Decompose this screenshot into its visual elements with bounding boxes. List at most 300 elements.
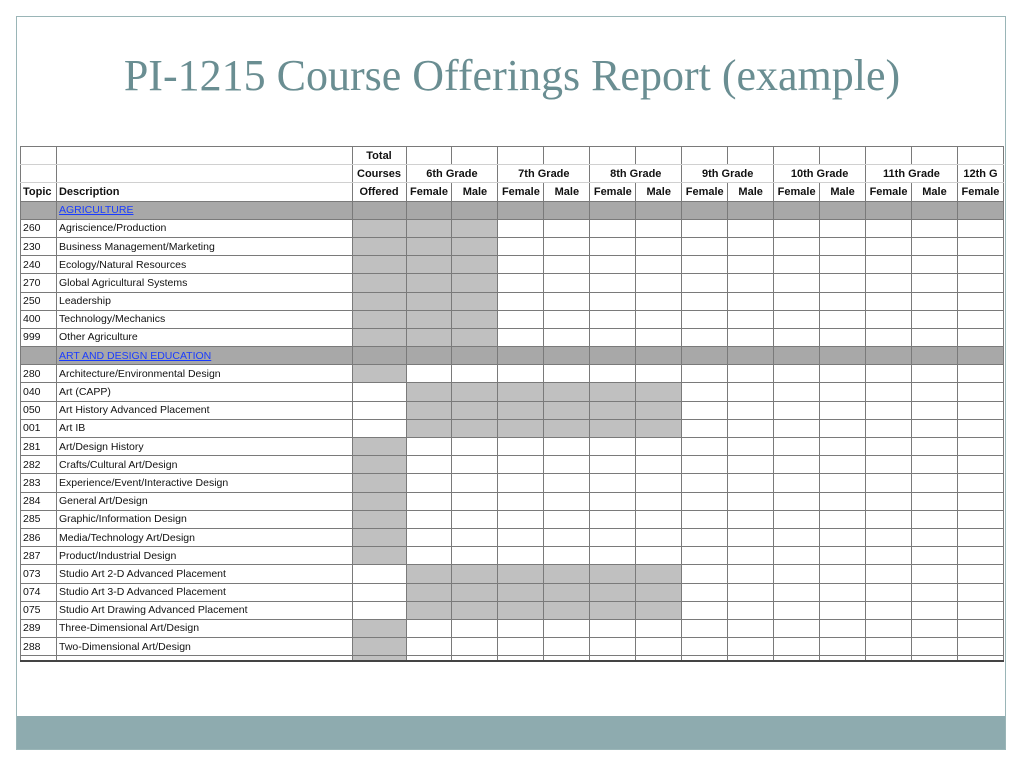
grade-count-cell: [820, 601, 866, 619]
grade-count-cell: [728, 565, 774, 583]
grade-count-cell: [590, 383, 636, 401]
grade-count-cell: [636, 347, 682, 365]
course-offerings-table: [20, 146, 1004, 662]
grade-count-cell: [590, 601, 636, 619]
grade-count-cell: [728, 401, 774, 419]
grade-count-cell: [406, 619, 452, 637]
grade-count-cell: [590, 365, 636, 383]
grade-count-cell: [636, 219, 682, 237]
grade-count-cell: [912, 256, 958, 274]
topic-code-cell: [21, 201, 57, 219]
male-header: Male: [544, 183, 590, 201]
grade-count-cell: [820, 528, 866, 546]
topic-code-cell: 260: [21, 219, 57, 237]
header-row-grades: [21, 165, 1004, 183]
grade-count-cell: [774, 583, 820, 601]
description-cell: Art/Design History: [56, 438, 352, 456]
offered-cell: [352, 510, 406, 528]
description-cell: Leadership: [56, 292, 352, 310]
grade-count-cell: [590, 292, 636, 310]
grade-count-cell: [957, 419, 1003, 437]
grade-count-cell: [406, 510, 452, 528]
header-row-columns: [21, 183, 1004, 201]
grade-count-cell: [912, 292, 958, 310]
grade-count-cell: [957, 619, 1003, 637]
grade-count-cell: [498, 565, 544, 583]
grade-count-cell: [590, 583, 636, 601]
grade-11-header: 11th Grade: [866, 165, 958, 183]
description-cell: Media/Technology Art/Design: [56, 528, 352, 546]
grade-count-cell: [452, 310, 498, 328]
grade-count-cell: [636, 419, 682, 437]
grade-count-cell: [590, 456, 636, 474]
offered-cell: [352, 347, 406, 365]
grade-count-cell: [866, 292, 912, 310]
table-row: [21, 547, 1004, 565]
grade-count-cell: [774, 456, 820, 474]
grade-count-cell: [912, 619, 958, 637]
grade-count-cell: [590, 328, 636, 346]
description-cell: Architecture/Environmental Design: [56, 365, 352, 383]
grade-count-cell: [820, 638, 866, 656]
grade-count-cell: [636, 565, 682, 583]
grade-count-cell: [544, 510, 590, 528]
grade-count-cell: [544, 274, 590, 292]
grade-count-cell: [820, 365, 866, 383]
table-bottom-edge: [21, 656, 1004, 662]
grade-count-cell: [957, 237, 1003, 255]
grade-count-cell: [728, 383, 774, 401]
grade-count-cell: [866, 547, 912, 565]
table-row: [21, 401, 1004, 419]
grade-10-header: 10th Grade: [774, 165, 866, 183]
offered-cell: [352, 528, 406, 546]
description-cell: Graphic/Information Design: [56, 510, 352, 528]
grade-count-cell: [544, 201, 590, 219]
female-header: Female: [774, 183, 820, 201]
grade-count-cell: [957, 365, 1003, 383]
grade-count-cell: [728, 292, 774, 310]
grade-count-cell: [452, 347, 498, 365]
description-cell: Business Management/Marketing: [56, 237, 352, 255]
description-cell: Three-Dimensional Art/Design: [56, 619, 352, 637]
offered-cell: [352, 219, 406, 237]
topic-code-cell: 280: [21, 365, 57, 383]
grade-count-cell: [774, 237, 820, 255]
grade-count-cell: [452, 438, 498, 456]
female-header: Female: [866, 183, 912, 201]
grade-count-cell: [590, 237, 636, 255]
grade-count-cell: [406, 638, 452, 656]
table-row: [21, 256, 1004, 274]
grade-count-cell: [682, 310, 728, 328]
grade-count-cell: [774, 219, 820, 237]
grade-count-cell: [590, 347, 636, 365]
grade-count-cell: [406, 565, 452, 583]
grade-count-cell: [682, 237, 728, 255]
grade-count-cell: [728, 219, 774, 237]
grade-count-cell: [452, 237, 498, 255]
grade-count-cell: [866, 328, 912, 346]
grade-count-cell: [957, 492, 1003, 510]
grade-count-cell: [957, 292, 1003, 310]
grade-count-cell: [912, 365, 958, 383]
topic-code-cell: 283: [21, 474, 57, 492]
grade-count-cell: [866, 310, 912, 328]
table-row: [21, 438, 1004, 456]
grade-count-cell: [728, 347, 774, 365]
grade-count-cell: [728, 438, 774, 456]
grade-count-cell: [728, 638, 774, 656]
offered-cell: [352, 547, 406, 565]
table-row: [21, 328, 1004, 346]
grade-count-cell: [498, 619, 544, 637]
grade-count-cell: [636, 401, 682, 419]
description-cell: General Art/Design: [56, 492, 352, 510]
grade-count-cell: [774, 474, 820, 492]
grade-count-cell: [452, 565, 498, 583]
offered-cell: [352, 474, 406, 492]
topic-code-cell: 282: [21, 456, 57, 474]
grade-count-cell: [728, 492, 774, 510]
offered-cell: [352, 565, 406, 583]
grade-count-cell: [498, 201, 544, 219]
grade-count-cell: [866, 419, 912, 437]
grade-count-cell: [774, 347, 820, 365]
grade-count-cell: [912, 419, 958, 437]
grade-count-cell: [590, 619, 636, 637]
description-cell: Product/Industrial Design: [56, 547, 352, 565]
grade-count-cell: [820, 201, 866, 219]
grade-count-cell: [682, 419, 728, 437]
grade-count-cell: [406, 383, 452, 401]
grade-count-cell: [774, 638, 820, 656]
grade-count-cell: [498, 401, 544, 419]
table-row: [21, 292, 1004, 310]
grade-count-cell: [912, 383, 958, 401]
grade-count-cell: [590, 638, 636, 656]
spreadsheet-image: [20, 146, 1004, 671]
courses-header: Courses: [352, 165, 406, 183]
topic-code-cell: 286: [21, 528, 57, 546]
grade-count-cell: [820, 310, 866, 328]
grade-count-cell: [957, 638, 1003, 656]
grade-count-cell: [406, 256, 452, 274]
section-row: [21, 201, 1004, 219]
offered-cell: [352, 601, 406, 619]
section-link[interactable]: AGRICULTURE: [56, 201, 352, 219]
grade-count-cell: [912, 201, 958, 219]
grade-count-cell: [452, 474, 498, 492]
grade-count-cell: [406, 401, 452, 419]
grade-count-cell: [957, 565, 1003, 583]
grade-count-cell: [774, 328, 820, 346]
grade-count-cell: [866, 528, 912, 546]
grade-count-cell: [957, 219, 1003, 237]
topic-code-cell: 281: [21, 438, 57, 456]
grade-count-cell: [866, 638, 912, 656]
grade-count-cell: [498, 274, 544, 292]
grade-count-cell: [728, 274, 774, 292]
grade-count-cell: [636, 328, 682, 346]
grade-count-cell: [728, 619, 774, 637]
grade-count-cell: [682, 292, 728, 310]
offered-cell: [352, 583, 406, 601]
grade-count-cell: [912, 310, 958, 328]
grade-count-cell: [452, 219, 498, 237]
grade-count-cell: [912, 565, 958, 583]
topic-code-cell: 400: [21, 310, 57, 328]
grade-count-cell: [498, 365, 544, 383]
grade-count-cell: [544, 292, 590, 310]
grade-count-cell: [544, 383, 590, 401]
offered-cell: [352, 256, 406, 274]
description-cell: Agriscience/Production: [56, 219, 352, 237]
grade-count-cell: [682, 456, 728, 474]
topic-code-cell: 230: [21, 237, 57, 255]
table-row: [21, 310, 1004, 328]
grade-count-cell: [728, 474, 774, 492]
offered-cell: [352, 401, 406, 419]
grade-count-cell: [774, 601, 820, 619]
grade-count-cell: [406, 201, 452, 219]
grade-count-cell: [682, 619, 728, 637]
grade-count-cell: [498, 510, 544, 528]
table-row: [21, 274, 1004, 292]
grade-count-cell: [636, 310, 682, 328]
table-row: [21, 565, 1004, 583]
grade-count-cell: [452, 456, 498, 474]
grade-count-cell: [728, 547, 774, 565]
female-header: Female: [406, 183, 452, 201]
grade-count-cell: [866, 383, 912, 401]
section-link[interactable]: ART AND DESIGN EDUCATION: [56, 347, 352, 365]
topic-code-cell: 287: [21, 547, 57, 565]
female-header: Female: [498, 183, 544, 201]
table-row: [21, 474, 1004, 492]
grade-count-cell: [498, 237, 544, 255]
grade-count-cell: [636, 601, 682, 619]
grade-count-cell: [820, 256, 866, 274]
grade-count-cell: [912, 583, 958, 601]
grade-count-cell: [957, 438, 1003, 456]
grade-count-cell: [590, 474, 636, 492]
topic-code-cell: 289: [21, 619, 57, 637]
grade-count-cell: [866, 201, 912, 219]
grade-count-cell: [544, 419, 590, 437]
grade-count-cell: [866, 219, 912, 237]
grade-count-cell: [774, 619, 820, 637]
grade-count-cell: [866, 456, 912, 474]
grade-count-cell: [774, 383, 820, 401]
total-header: Total: [352, 147, 406, 165]
offered-header: Offered: [352, 183, 406, 201]
table-row: [21, 219, 1004, 237]
grade-count-cell: [544, 256, 590, 274]
grade-count-cell: [774, 256, 820, 274]
grade-count-cell: [774, 274, 820, 292]
grade-count-cell: [682, 547, 728, 565]
grade-count-cell: [406, 456, 452, 474]
grade-count-cell: [912, 347, 958, 365]
grade-count-cell: [636, 256, 682, 274]
offered-cell: [352, 237, 406, 255]
grade-7-header: 7th Grade: [498, 165, 590, 183]
grade-count-cell: [866, 256, 912, 274]
grade-count-cell: [406, 601, 452, 619]
grade-count-cell: [682, 565, 728, 583]
offered-cell: [352, 328, 406, 346]
grade-count-cell: [774, 438, 820, 456]
grade-count-cell: [728, 365, 774, 383]
grade-count-cell: [590, 219, 636, 237]
table-row: [21, 383, 1004, 401]
grade-count-cell: [406, 583, 452, 601]
grade-count-cell: [866, 565, 912, 583]
grade-count-cell: [544, 528, 590, 546]
topic-code-cell: 999: [21, 328, 57, 346]
description-cell: Studio Art 2-D Advanced Placement: [56, 565, 352, 583]
grade-count-cell: [728, 456, 774, 474]
offered-cell: [352, 201, 406, 219]
grade-count-cell: [774, 201, 820, 219]
grade-count-cell: [406, 237, 452, 255]
offered-cell: [352, 638, 406, 656]
grade-count-cell: [957, 601, 1003, 619]
grade-count-cell: [498, 583, 544, 601]
description-cell: Two-Dimensional Art/Design: [56, 638, 352, 656]
grade-count-cell: [866, 474, 912, 492]
grade-count-cell: [912, 638, 958, 656]
grade-count-cell: [912, 510, 958, 528]
grade-count-cell: [452, 547, 498, 565]
grade-9-header: 9th Grade: [682, 165, 774, 183]
grade-count-cell: [590, 510, 636, 528]
grade-count-cell: [820, 419, 866, 437]
offered-cell: [352, 438, 406, 456]
grade-count-cell: [820, 492, 866, 510]
grade-count-cell: [406, 528, 452, 546]
table-row: [21, 601, 1004, 619]
description-cell: Ecology/Natural Resources: [56, 256, 352, 274]
grade-count-cell: [590, 274, 636, 292]
grade-count-cell: [912, 401, 958, 419]
grade-count-cell: [820, 274, 866, 292]
grade-count-cell: [866, 601, 912, 619]
grade-count-cell: [957, 401, 1003, 419]
topic-code-cell: 074: [21, 583, 57, 601]
grade-count-cell: [452, 419, 498, 437]
description-cell: Art (CAPP): [56, 383, 352, 401]
offered-cell: [352, 492, 406, 510]
grade-count-cell: [544, 310, 590, 328]
grade-count-cell: [866, 401, 912, 419]
table-row: [21, 638, 1004, 656]
grade-count-cell: [682, 347, 728, 365]
grade-count-cell: [590, 310, 636, 328]
grade-count-cell: [452, 365, 498, 383]
grade-count-cell: [636, 638, 682, 656]
grade-count-cell: [544, 583, 590, 601]
grade-count-cell: [820, 547, 866, 565]
grade-count-cell: [498, 328, 544, 346]
grade-count-cell: [682, 274, 728, 292]
table-row: [21, 419, 1004, 437]
female-header: Female: [957, 183, 1003, 201]
description-cell: Technology/Mechanics: [56, 310, 352, 328]
grade-count-cell: [498, 419, 544, 437]
grade-count-cell: [636, 365, 682, 383]
page-title: PI-1215 Course Offerings Report (example): [123, 51, 901, 100]
grade-count-cell: [820, 219, 866, 237]
grade-count-cell: [452, 274, 498, 292]
grade-count-cell: [774, 292, 820, 310]
grade-count-cell: [498, 456, 544, 474]
grade-count-cell: [544, 401, 590, 419]
male-header: Male: [820, 183, 866, 201]
grade-count-cell: [636, 237, 682, 255]
grade-count-cell: [820, 474, 866, 492]
grade-count-cell: [452, 256, 498, 274]
grade-count-cell: [406, 492, 452, 510]
grade-6-header: 6th Grade: [406, 165, 498, 183]
grade-count-cell: [636, 292, 682, 310]
grade-count-cell: [820, 619, 866, 637]
grade-count-cell: [866, 274, 912, 292]
grade-count-cell: [682, 638, 728, 656]
description-cell: Experience/Event/Interactive Design: [56, 474, 352, 492]
grade-count-cell: [728, 528, 774, 546]
description-cell: Crafts/Cultural Art/Design: [56, 456, 352, 474]
grade-count-cell: [636, 528, 682, 546]
grade-count-cell: [728, 310, 774, 328]
grade-count-cell: [590, 401, 636, 419]
offered-cell: [352, 292, 406, 310]
grade-count-cell: [957, 256, 1003, 274]
grade-count-cell: [682, 383, 728, 401]
offered-cell: [352, 274, 406, 292]
grade-count-cell: [636, 492, 682, 510]
grade-count-cell: [866, 365, 912, 383]
grade-count-cell: [406, 419, 452, 437]
grade-count-cell: [636, 510, 682, 528]
grade-count-cell: [774, 492, 820, 510]
grade-count-cell: [498, 547, 544, 565]
grade-count-cell: [957, 547, 1003, 565]
description-cell: Art History Advanced Placement: [56, 401, 352, 419]
grade-count-cell: [498, 528, 544, 546]
grade-count-cell: [957, 510, 1003, 528]
description-cell: Other Agriculture: [56, 328, 352, 346]
grade-8-header: 8th Grade: [590, 165, 682, 183]
grade-count-cell: [498, 219, 544, 237]
grade-count-cell: [544, 474, 590, 492]
grade-count-cell: [682, 201, 728, 219]
grade-count-cell: [498, 383, 544, 401]
grade-count-cell: [820, 347, 866, 365]
grade-count-cell: [452, 619, 498, 637]
grade-count-cell: [682, 474, 728, 492]
grade-count-cell: [820, 565, 866, 583]
grade-count-cell: [636, 201, 682, 219]
topic-code-cell: 075: [21, 601, 57, 619]
grade-count-cell: [452, 328, 498, 346]
grade-count-cell: [452, 528, 498, 546]
grade-count-cell: [590, 438, 636, 456]
grade-count-cell: [957, 274, 1003, 292]
grade-count-cell: [728, 237, 774, 255]
grade-count-cell: [544, 219, 590, 237]
